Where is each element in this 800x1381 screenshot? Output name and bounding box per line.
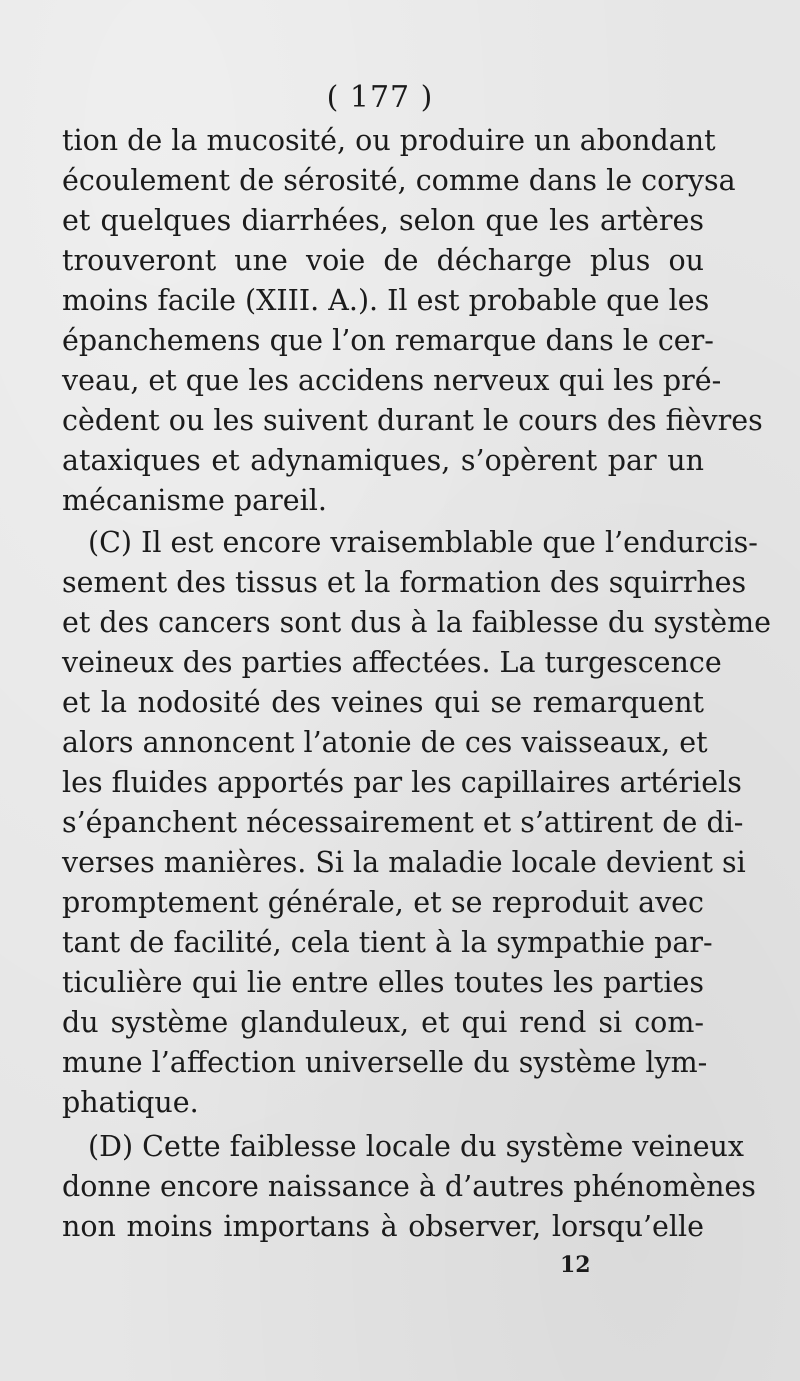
text-line: ataxiques et adynamiques, s’opèrent par un — [62, 444, 704, 477]
text-line: et la nodosité des veines qui se remarquent — [62, 686, 704, 719]
text-line: alors annoncent l’atonie de ces vaisseaux, et — [62, 726, 708, 759]
text-line: tant de facilité, cela tient à la sympathie par- — [62, 926, 713, 959]
text-line: cèdent ou les suivent durant le cours des fièvres — [62, 404, 763, 437]
paragraph-d-start: (D) Cette faiblesse locale du système veineux — [88, 1130, 744, 1163]
text-line: veau, et que les accidens nerveux qui les pré- — [62, 364, 722, 397]
text-line: tion de la mucosité, ou produire un abondant — [62, 124, 716, 157]
text-line: écoulement de sérosité, comme dans le corysa — [62, 164, 736, 197]
text-line: verses manières. Si la maladie locale devient si — [62, 846, 746, 879]
text-line: et des cancers sont dus à la faiblesse du système — [62, 606, 772, 639]
text-line: donne encore naissance à d’autres phénomènes — [62, 1170, 756, 1203]
text-line: les fluides apportés par les capillaires artériels — [62, 766, 742, 799]
text-line: du système glanduleux, et qui rend si com- — [62, 1006, 704, 1039]
text-line: trouveront une voie de décharge plus ou — [62, 244, 704, 277]
text-line: non moins importans à observer, lorsqu’elle — [62, 1210, 704, 1243]
text-line: moins facile (XIII. A.). Il est probable que les — [62, 284, 710, 317]
text-line: épanchemens que l’on remarque dans le cer- — [62, 324, 714, 357]
text-line: veineux des parties affectées. La turgescence — [62, 646, 722, 679]
signature-mark: 12 — [560, 1252, 591, 1278]
paragraph-c-start: (C) Il est encore vraisemblable que l’endurcis- — [88, 526, 758, 559]
page-number: ( 177 ) — [326, 80, 434, 115]
text-line: mune l’affection universelle du système lym- — [62, 1046, 708, 1079]
text-line: ticulière qui lie entre elles toutes les parties — [62, 966, 704, 999]
text-line: s’épanchent nécessairement et s’attirent de di- — [62, 806, 744, 839]
text-line: mécanisme pareil. — [62, 484, 327, 517]
text-line: phatique. — [62, 1086, 199, 1119]
text-line: promptement générale, et se reproduit avec — [62, 886, 704, 919]
text-line: et quelques diarrhées, selon que les artères — [62, 204, 704, 237]
text-line: sement des tissus et la formation des squirrhes — [62, 566, 747, 599]
